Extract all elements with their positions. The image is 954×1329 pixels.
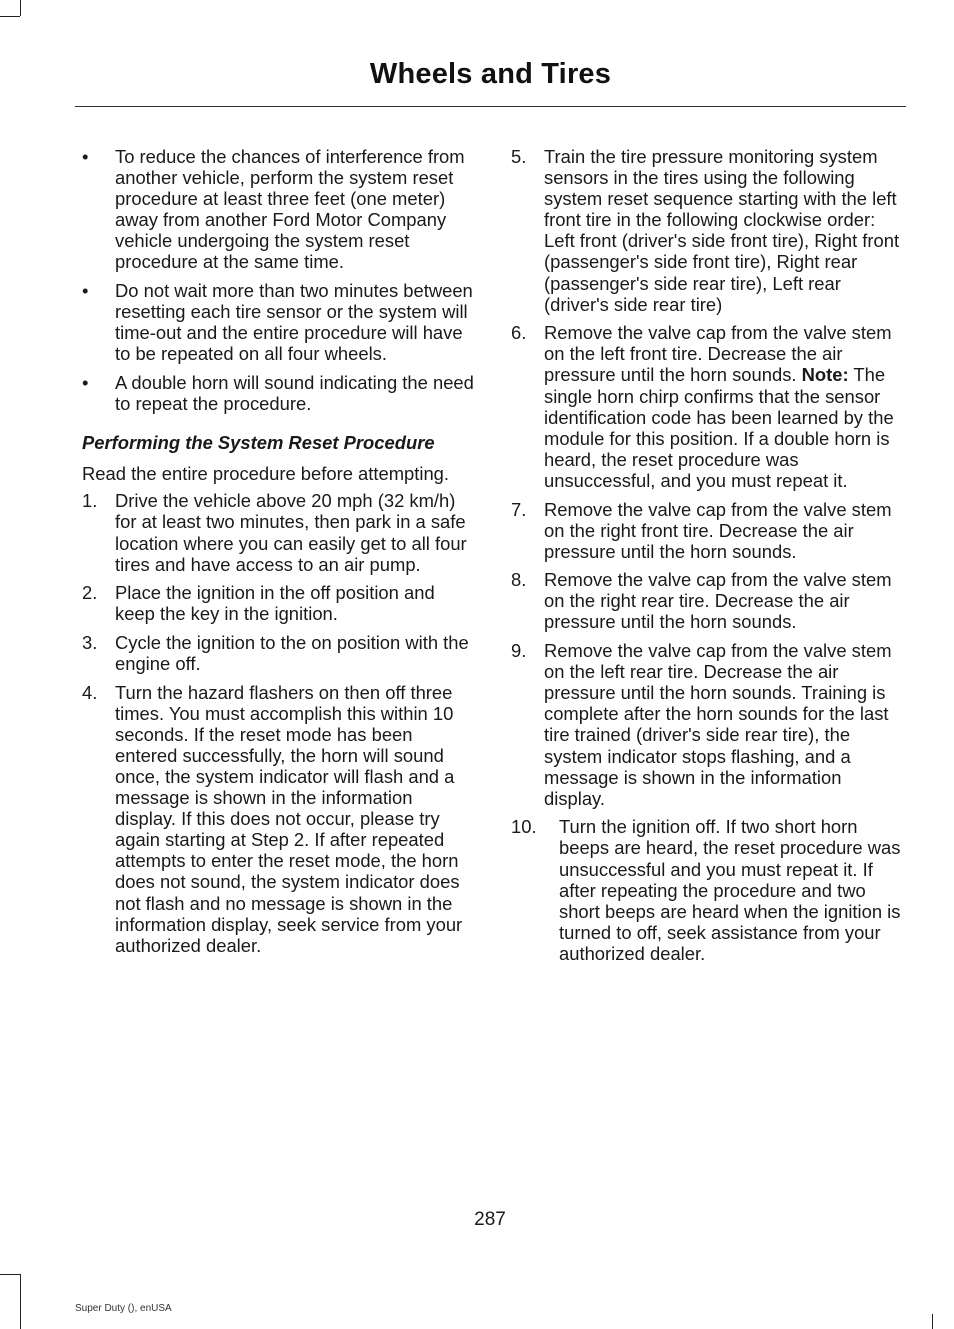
step-item — [82, 582, 474, 624]
step-item — [511, 816, 903, 964]
page-number: 287 — [474, 1209, 506, 1230]
step-text: Remove the valve cap from the valve stem on the right rear tire. Decrease the air pressure until the horn sounds. — [544, 569, 892, 633]
step-item — [82, 490, 474, 574]
bullet-text: A double horn will sound indicating the need to repeat the procedure. — [115, 371, 474, 415]
bullet-text: To reduce the chances of interference from another vehicle, perform the system reset procedure at least three feet (one meter) away from another Ford Motor Company vehicle undergoing the system reset procedure at the same time. — [115, 146, 465, 273]
step-item — [511, 640, 903, 809]
step-item — [511, 146, 903, 315]
step-text-with-note — [544, 322, 903, 491]
left-column — [82, 146, 474, 963]
step-item — [82, 682, 474, 956]
note-text: The single horn chirp confirms that the sensor identification code has been learned by the module for this position. If a double horn is heard, the reset procedure was unsuccessful, and you must repeat it. — [544, 364, 894, 491]
step-text: Place the ignition in the off position and keep the key in the ignition. — [115, 582, 435, 625]
crop-mark — [0, 1274, 20, 1275]
title-divider — [75, 106, 906, 107]
step-item — [511, 499, 903, 562]
page-title: Wheels and Tires — [369, 58, 612, 90]
section-heading: Performing the System Reset Procedure — [82, 432, 435, 454]
step-text: Remove the valve cap from the valve stem on the left front tire. Decrease the air pressure until the horn sounds. — [544, 322, 892, 386]
bullet-marker: • — [82, 280, 89, 302]
intro-paragraph: Read the entire procedure before attempting. — [82, 463, 450, 485]
step-text: Drive the vehicle above 20 mph (32 km/h) for at least two minutes, then park in a safe location where you can easily get to all four tires and have access to an air pump. — [115, 490, 467, 575]
step-number: 10. — [511, 816, 537, 838]
document-id: Super Duty (), enUSA — [75, 1303, 172, 1314]
step-text: Train the tire pressure monitoring system sensors in the tires using the following system reset sequence starting with the left front tire in the following clockwise order: Left front (driver's side front tire), Right front (passenger's side front tire), Right rear (passenger's side rear tire), Left rear (driver's side rear tire) — [544, 146, 900, 315]
list-item — [82, 372, 474, 414]
step-text: Remove the valve cap from the valve stem on the right front tire. Decrease the air pressure until the horn sounds. — [544, 498, 892, 562]
step-item — [511, 569, 903, 632]
step-number: 2. — [82, 582, 98, 604]
bullet-marker: • — [82, 146, 89, 167]
bullet-text: Do not wait more than two minutes between resetting each tire sensor or the system will time-out and the entire procedure will have to be repeated on all four wheels. — [115, 280, 473, 365]
crop-mark — [0, 16, 20, 17]
crop-mark — [20, 1274, 21, 1329]
crop-mark — [20, 0, 21, 16]
step-number: 1. — [82, 490, 98, 512]
step-text: Turn the hazard flashers on then off three times. You must accomplish this within 10 seconds. If the reset mode has been entered successfully, the horn will sound once, the system indicator will flash and a message is shown in the information display. If this does not occur, please try again starting at Step 2. If after repeated attempts to enter the reset mode, the horn does not sound, the system indicator does not flash and no message is shown in the information display, seek service from your authorized dealer. — [115, 681, 463, 956]
step-number: 3. — [82, 631, 98, 653]
step-number: 6. — [511, 322, 527, 344]
step-text: Remove the valve cap from the valve stem on the left rear tire. Decrease the air pressure until the horn sounds. Training is complete after the horn sounds for the last tire trained (driver's side rear tire), the system indicator stops flashing, and a message is shown in the information display. — [544, 640, 892, 809]
bullet-marker: • — [82, 371, 89, 393]
step-number: 4. — [82, 681, 98, 703]
step-text: Turn the ignition off. If two short horn beeps are heard, the reset procedure was unsuccessful and you must repeat it. If after repeating the procedure and two short beeps are heard when the ignition is turned to off, seek assistance from your authorized dealer. — [559, 816, 901, 964]
note-label: Note: — [801, 364, 849, 386]
right-column — [511, 146, 903, 971]
list-item — [82, 146, 474, 273]
step-item — [82, 632, 474, 674]
list-item — [82, 280, 474, 364]
step-number: 9. — [511, 640, 527, 662]
step-number: 5. — [511, 146, 527, 167]
step-item — [511, 322, 903, 491]
step-number: 8. — [511, 569, 527, 591]
step-number: 7. — [511, 498, 527, 520]
crop-mark — [932, 1314, 933, 1329]
step-text: Cycle the ignition to the on position with the engine off. — [115, 631, 469, 674]
